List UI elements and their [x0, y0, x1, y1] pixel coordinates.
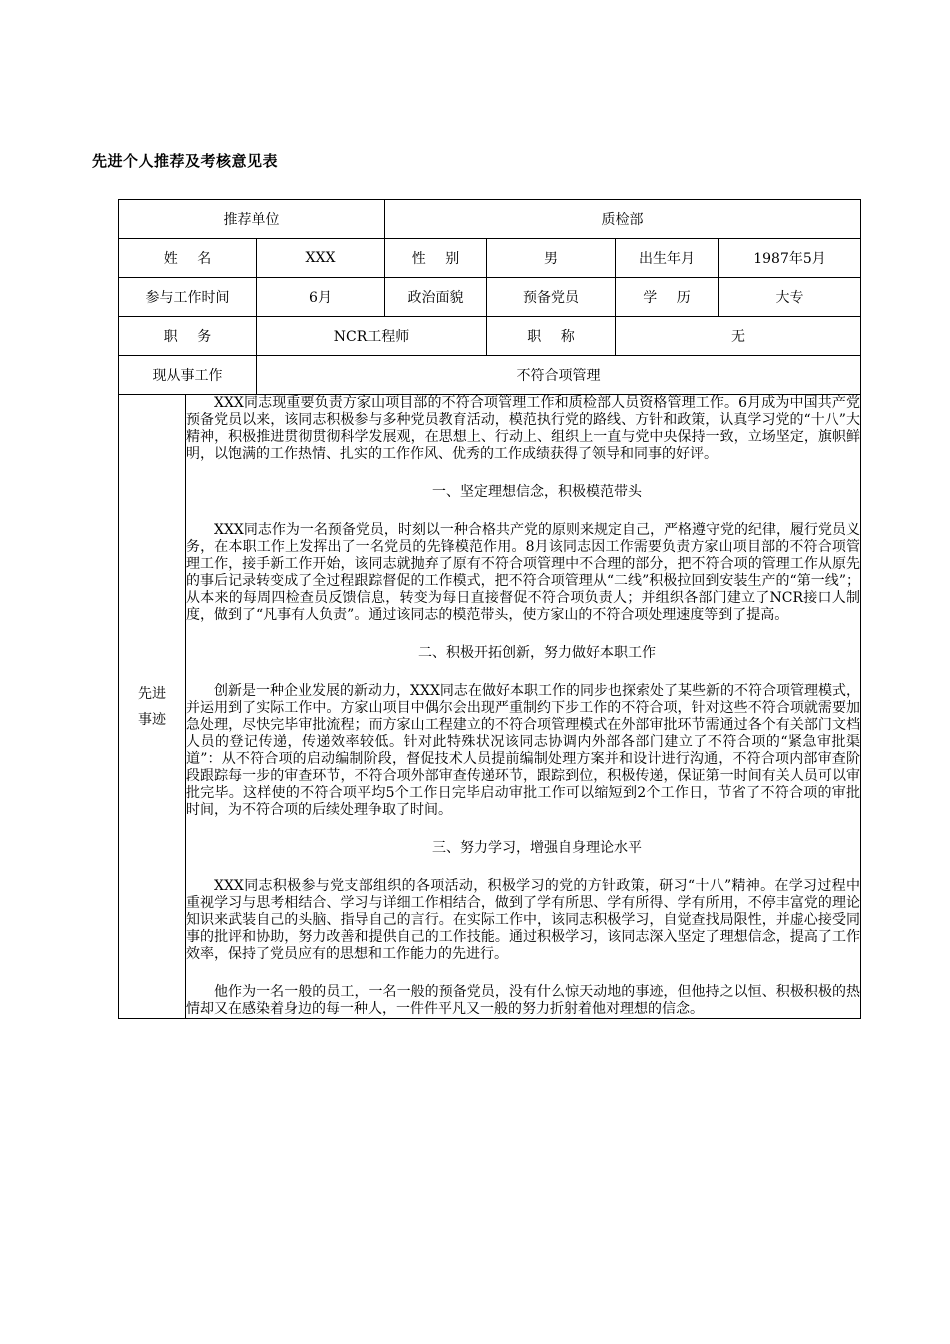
unit-value: 质检部 — [385, 200, 861, 239]
current-work-value: 不符合项管理 — [257, 356, 861, 395]
gender-label-cell — [385, 239, 487, 278]
row-personal — [119, 239, 861, 278]
current-work-label: 现从事工作 — [119, 356, 257, 395]
row-work — [119, 278, 861, 317]
birth-label: 出生年月 — [616, 239, 719, 278]
gender-value: 男 — [487, 239, 616, 278]
deeds-content — [186, 395, 861, 1019]
row-position — [119, 317, 861, 356]
education-label-cell — [616, 278, 719, 317]
deeds-intro: XXX同志现重要负责方家山项目部的不符合项管理工作和质检部人员资格管理工作。6月成为中国共产党预备党员以来，该同志积极参与多种党员教育活动，模范执行党的路线、方针和政策，认真学习党的“十八”大精神，积极推进贯彻贯彻科学发展观，在思想上、行动上、组织上一直与党中央保持一致，立场坚定，旗帜鲜明，以饱满的工作热情、扎实的工作作风、优秀的工作成绩获得了领导和同事的好评。 — [186, 395, 860, 462]
political-value: 预备党员 — [487, 278, 616, 317]
name-label: 姓名 — [163, 251, 231, 267]
title-label-cell — [487, 317, 616, 356]
row-deeds — [119, 395, 861, 1019]
work-time-label: 参与工作时间 — [119, 278, 257, 317]
deeds-label-cell — [119, 395, 186, 1019]
political-label: 政治面貌 — [385, 278, 487, 317]
title-value: 无 — [616, 317, 861, 356]
row-unit — [119, 200, 861, 239]
deeds-paragraph-2: 创新是一种企业发展的新动力，XXX同志在做好本职工作的同步也探索处了某些新的不符合项管理模式，并运用到了实际工作中。方家山项目中偶尔会出现严重制约下步工作的不符合项，针对这些不符合项就需要加急处理，尽快完毕审批流程；而方家山工程建立的不符合项管理模式在外部审批环节需通过各个有关部门文档人员的登记传递，传递效率较低。针对此特殊状况该同志协调内外部各部门建立了不符合项的“紧急审批渠道”：从不符合项的启动编制阶段，督促技术人员提前编制处理方案并和设计进行沟通，不符合项内部审查阶段跟踪每一步的审查环节，不符合项外部审查传递环节，跟踪到位，积极传递，保证第一时间有关人员可以审批完毕。这样使的不符合项平均5个工作日完毕启动审批工作可以缩短到2个工作日，节省了不符合项的审批时间，为不符合项的后续处理争取了时间。 — [186, 683, 860, 818]
name-value: XXX — [257, 239, 385, 278]
deeds-closing: 他作为一名一般的员工，一名一般的预备党员，没有什么惊天动地的事迹，但他持之以恒、积极积极的热情却又在感染着身边的每一种人，一件件平凡又一般的努力折射着他对理想的信念。 — [186, 984, 860, 1017]
education-value: 大专 — [719, 278, 861, 317]
row-current-work — [119, 356, 861, 395]
deeds-label-line2: 事迹 — [138, 711, 166, 728]
document-title: 先进个人推荐及考核意见表 — [92, 152, 279, 170]
unit-label: 推荐单位 — [119, 200, 385, 239]
position-label-cell — [119, 317, 257, 356]
deeds-heading-1: 一、坚定理想信念，积极模范带头 — [432, 484, 642, 500]
position-label: 职务 — [163, 329, 231, 345]
education-label: 学历 — [643, 290, 711, 306]
deeds-label-line1: 先进 — [138, 685, 166, 702]
gender-label: 性别 — [411, 251, 479, 267]
title-label: 职称 — [527, 329, 595, 345]
deeds-heading-2: 二、积极开拓创新，努力做好本职工作 — [418, 645, 656, 661]
position-value: NCR工程师 — [257, 317, 487, 356]
recommendation-form-table — [118, 199, 861, 1019]
deeds-paragraph-3: XXX同志积极参与党支部组织的各项活动，积极学习的党的方针政策，研习“十八”精神。在学习过程中重视学习与思考相结合、学习与详细工作相结合，做到了学有所思、学有所得、学有所用，不停丰富党的理论知识来武装自己的头脑、指导自己的言行。在实际工作中，该同志积极学习，自觉查找局限性，并虚心接受同事的批评和协助，努力改善和提供自己的工作技能。通过积极学习，该同志深入坚定了理想信念，提高了工作效率，保持了党员应有的思想和工作能力的先进行。 — [186, 878, 860, 962]
name-label-cell — [119, 239, 257, 278]
deeds-heading-3: 三、努力学习，增强自身理论水平 — [432, 840, 642, 856]
birth-value: 1987年5月 — [719, 239, 861, 278]
work-time-value: 6月 — [257, 278, 385, 317]
deeds-paragraph-1: XXX同志作为一名预备党员，时刻以一种合格共产党的原则来规定自己，严格遵守党的纪律，履行党员义务，在本职工作上发挥出了一名党员的先锋模范作用。8月该同志因工作需要负责方家山项目部的不符合项管理工作，接手新工作开始，该同志就抛弃了原有不符合项管理中不合理的部分，把不符合项的管理工作从原先的事后记录转变成了全过程跟踪督促的工作模式，把不符合项管理从“二线”积极拉回到安装生产的“第一线”；从本来的每周四检查员反馈信息，转变为每日直接督促不符合项负责人；并组织各部门建立了NCR接口人制度，做到了“凡事有人负责”。通过该同志的模范带头，使方家山的不符合项处理速度等到了提高。 — [186, 522, 860, 623]
